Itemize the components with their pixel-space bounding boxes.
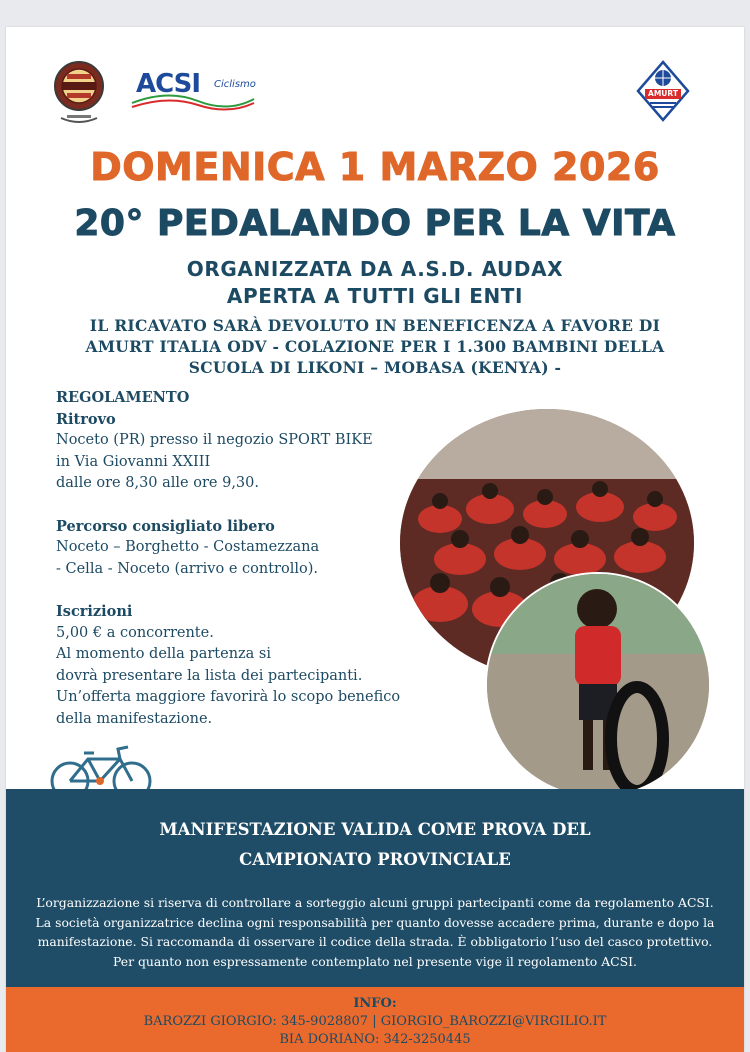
registration-line: dovrà presentare la lista dei partecipanti. <box>56 667 363 684</box>
charity-description-line: AMURT ITALIA ODV - COLAZIONE PER I 1.300 BAMBINI DELLA <box>85 337 665 356</box>
registration-line: Al momento della partenza si <box>56 646 272 662</box>
meeting-line: Noceto (PR) presso il negozio SPORT BIKE <box>56 432 373 448</box>
event-date: DOMENICA 1 MARZO 2026 <box>90 145 660 189</box>
acsi-logo-text: ACSI <box>136 69 201 99</box>
event-title: 20° PEDALANDO PER LA VITA <box>74 203 676 244</box>
notice-line: manifestazione. Si raccomanda di osservare il codice della strada. È obbligatorio l’uso del casco protettivo. <box>37 934 713 949</box>
info-label: INFO: <box>353 996 397 1011</box>
amurt-logo <box>636 60 690 122</box>
notice-line: L’organizzazione si riserva di controllare a sorteggio alcuni gruppi partecipanti come da regolamento ACSI. <box>36 895 714 910</box>
organizer-line: ORGANIZZATA DA A.S.D. AUDAX <box>186 257 564 281</box>
registration-heading: Iscrizioni <box>56 603 133 620</box>
route-line: Noceto – Borghetto - Costamezzana <box>56 539 320 555</box>
charity-description <box>6 315 744 378</box>
contact-line: BAROZZI GIORGIO: 345-9028807 | GIORGIO_BAROZZI@VIRGILIO.IT <box>143 1014 607 1029</box>
acsi-logo <box>128 69 260 113</box>
child-photo <box>485 572 711 798</box>
notice-line: La società organizzatrice declina ogni responsabilità per quanto dovesse accadere prima, durante e dopo la <box>35 914 715 930</box>
meeting-heading: Ritrovo <box>56 410 116 428</box>
meeting-line: dalle ore 8,30 alle ore 9,30. <box>56 475 259 491</box>
contact-line: BIA DORIANO: 342-3250445 <box>279 1032 471 1047</box>
registration-line: Un’offerta maggiore favorirà lo scopo benefico <box>56 689 401 705</box>
rules-heading: REGOLAMENTO <box>56 389 190 406</box>
charity-description-line: IL RICAVATO SARÀ DEVOLUTO IN BENEFICENZA A FAVORE DI <box>89 316 661 335</box>
route-line: - Cella - Noceto (arrivo e controllo). <box>56 560 318 577</box>
contact-footer <box>6 987 744 1052</box>
flyer-sheet <box>6 27 744 1052</box>
meeting-line: in Via Giovanni XXIII <box>56 453 211 470</box>
charity-description-line: SCUOLA DI LIKONI – MOBASA (KENYA) - <box>188 358 562 377</box>
organizer-notice <box>16 893 734 971</box>
open-to-line: APERTA A TUTTI GLI ENTI <box>226 284 524 308</box>
rules-section <box>56 387 456 730</box>
championship-title-line: MANIFESTAZIONE VALIDA COME PROVA DEL <box>159 820 591 839</box>
notice-line: Per quanto non espressamente contemplato nel presente vige il regolamento ACSI. <box>113 953 637 969</box>
audax-logo <box>53 60 105 128</box>
info-band <box>6 789 744 987</box>
amurt-logo-text: AMURT <box>648 89 678 98</box>
championship-title <box>6 815 744 875</box>
acsi-logo-subtext: Ciclismo <box>214 79 256 90</box>
registration-line: della manifestazione. <box>56 710 213 727</box>
championship-title-line: CAMPIONATO PROVINCIALE <box>239 850 511 869</box>
registration-line: 5,00 € a concorrente. <box>56 624 214 641</box>
route-heading: Percorso consigliato libero <box>56 517 275 535</box>
